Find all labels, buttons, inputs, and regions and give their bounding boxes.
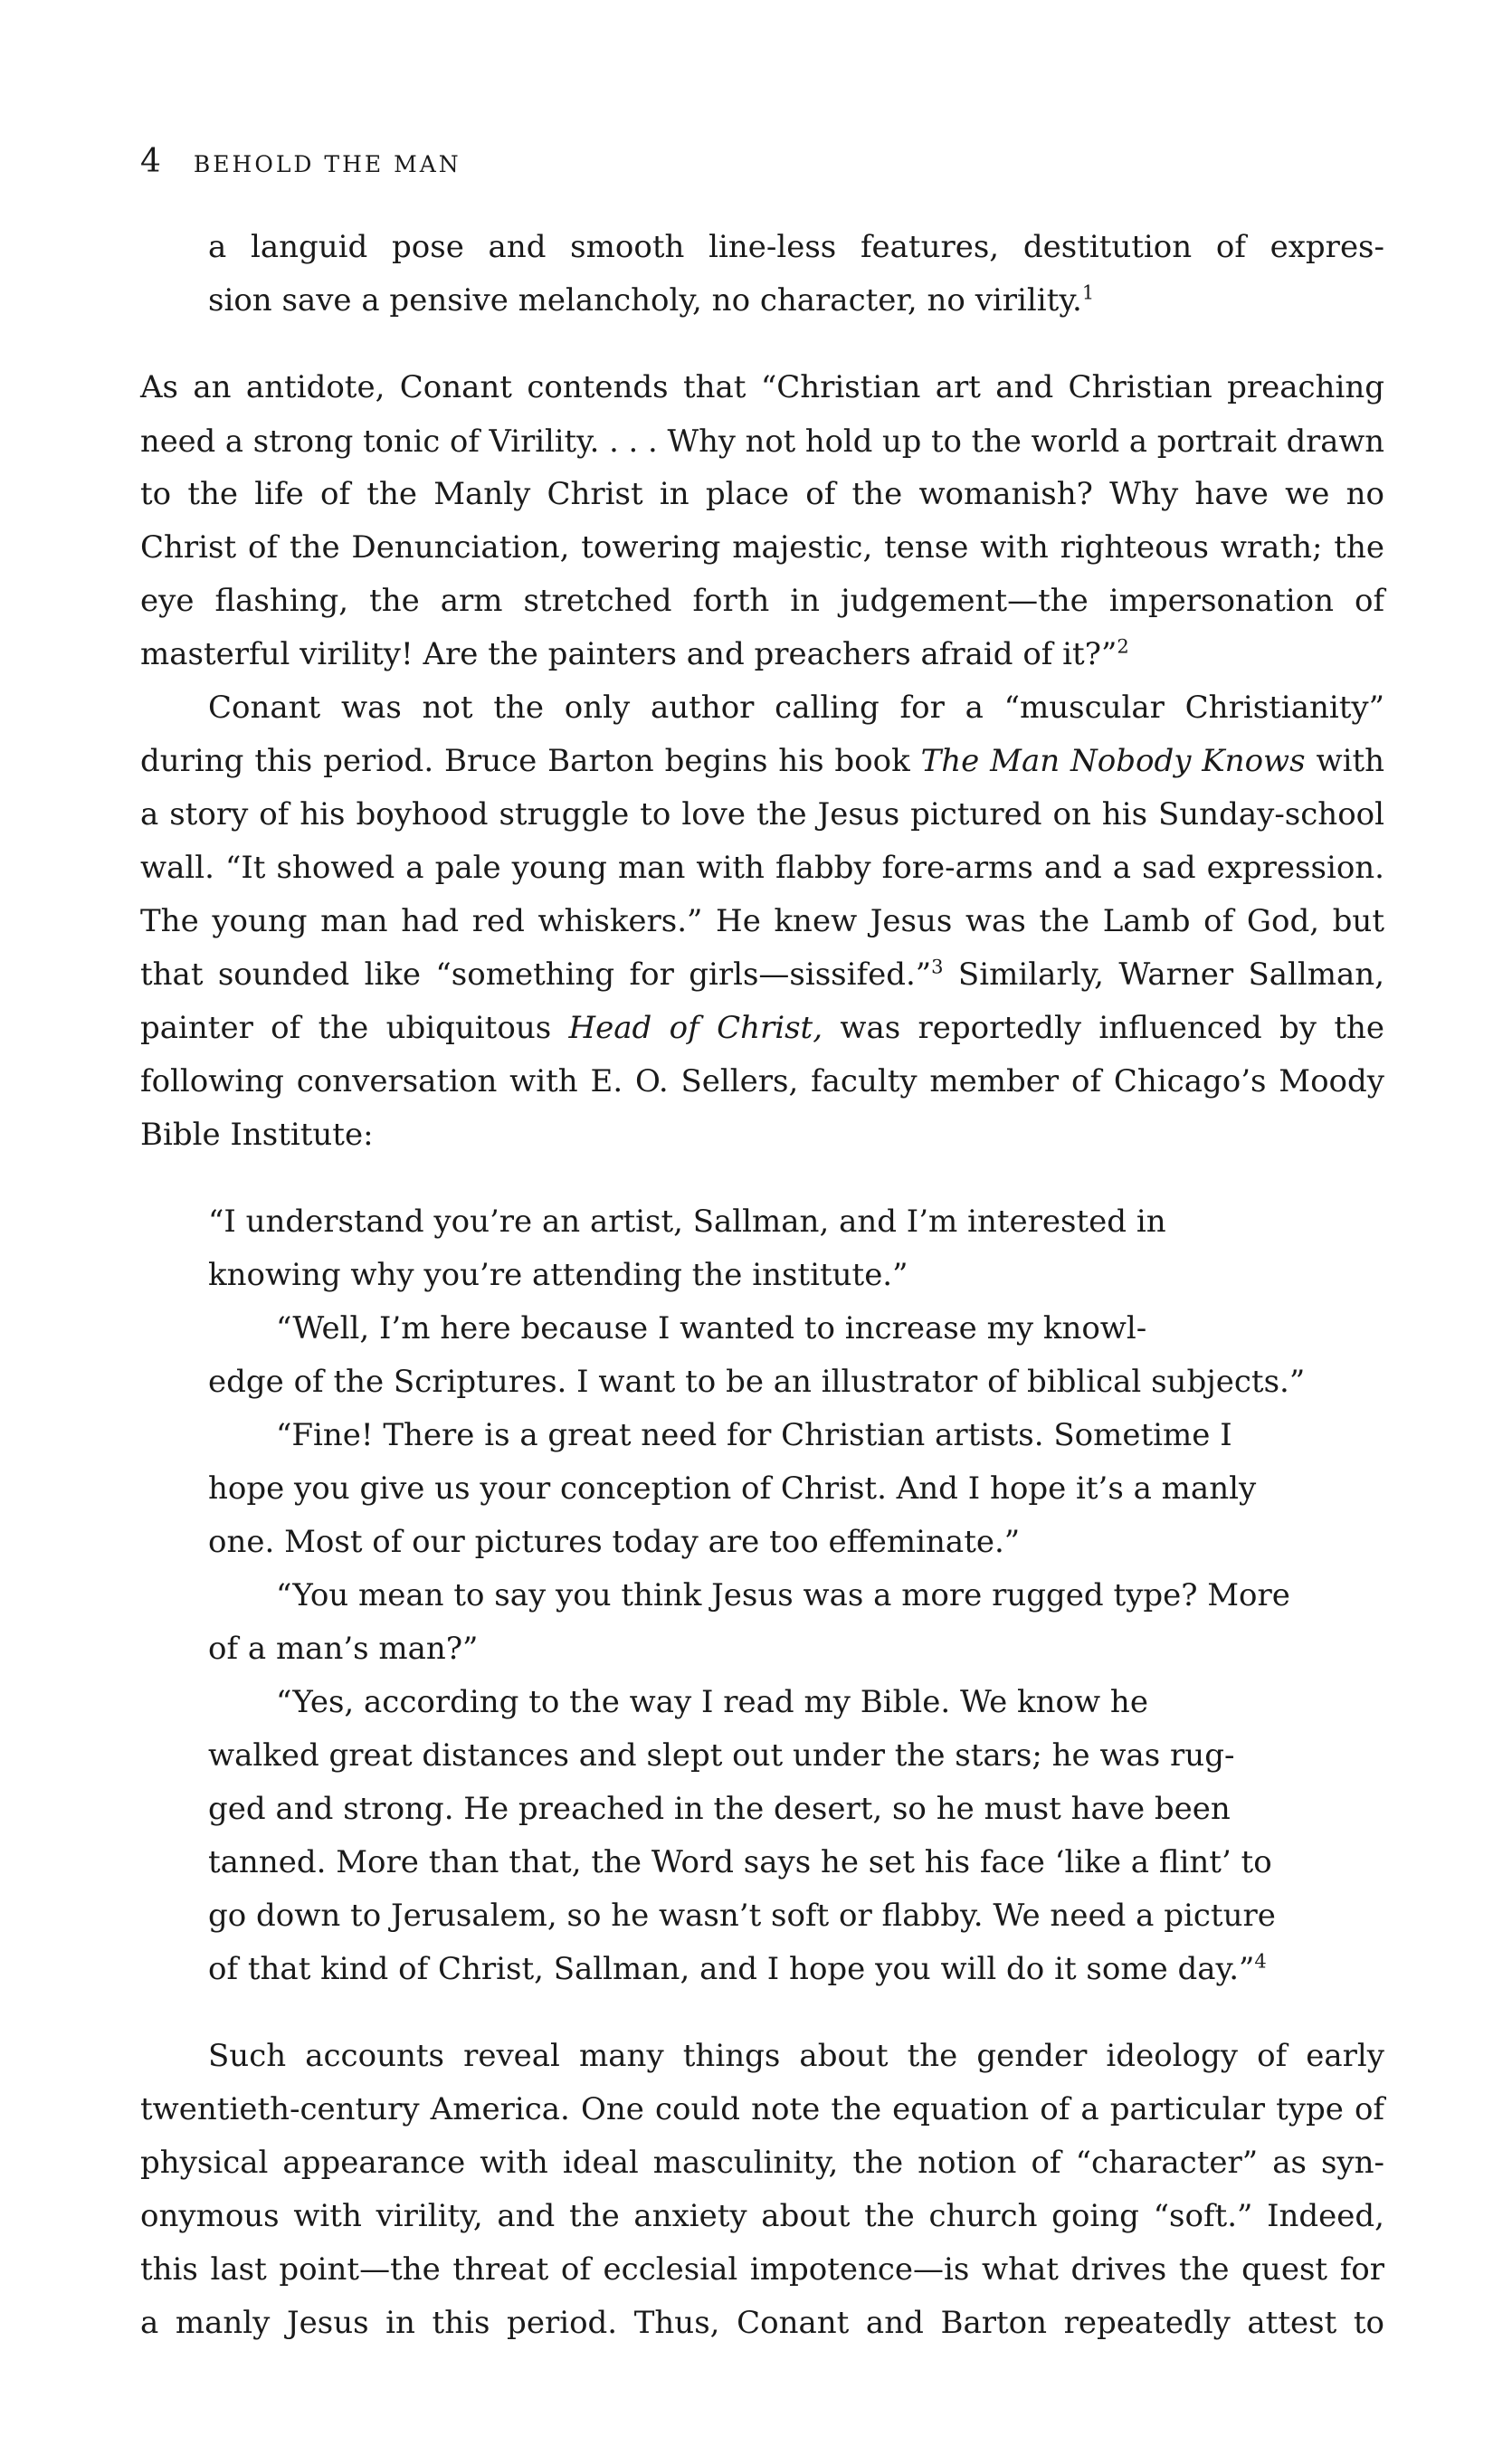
text-segment: that sounded like “something for girls—sissifed.”: [140, 956, 932, 993]
book-title: The Man Nobody Knows: [920, 743, 1306, 779]
page-number: 4: [140, 143, 161, 180]
text-line: this last point—the threat of ecclesial impotence—is what drives the quest for: [140, 2251, 1384, 2288]
text-segment: masterful virility! Are the painters and preachers afraid of it?”: [140, 636, 1117, 672]
text-line: “I understand you’re an artist, Sallman, and I’m interested in: [208, 1204, 1166, 1240]
text-line: tanned. More than that, the Word says he set his face ‘like a flint’ to: [208, 1844, 1272, 1880]
running-title: BEHOLD THE MAN: [193, 151, 461, 177]
text-line: one. Most of our pictures today are too effeminate.”: [208, 1524, 1021, 1560]
text-line: go down to Jerusalem, so he wasn’t soft or flabby. We need a picture: [208, 1898, 1276, 1934]
body-text: [140, 221, 1384, 2350]
text-line: ged and strong. He preached in the desert, so he must have been: [208, 1791, 1231, 1827]
text-line: “Yes, according to the way I read my Bible. We know he: [276, 1684, 1148, 1720]
text-line: knowing why you’re attending the institute.”: [208, 1257, 908, 1293]
text-line: eye flashing, the arm stretched forth in judgement—the impersonation of: [140, 583, 1385, 619]
text-line: Bible Institute:: [140, 1117, 374, 1153]
footnote-marker: 1: [1081, 281, 1095, 304]
text-segment: during this period. Bruce Barton begins his book: [140, 743, 921, 779]
text-segment: with: [1305, 743, 1385, 779]
text-line: following conversation with E. O. Sellers, faculty member of Chicago’s Moody: [140, 1063, 1384, 1099]
text-line: “Well, I’m here because I wanted to increase my knowl-: [276, 1310, 1147, 1346]
text-line: walked great distances and slept out under the stars; he was rug-: [208, 1737, 1235, 1774]
artwork-title: Head of Christ,: [568, 1010, 823, 1046]
text-line: [140, 735, 1384, 788]
text-line: “You mean to say you think Jesus was a more rugged type? More: [276, 1577, 1290, 1613]
text-line: need a strong tonic of Virility. . . . Why not hold up to the world a portrait drawn: [140, 423, 1384, 459]
text-line: a languid pose and smooth line-less features, destitution of expres-: [208, 229, 1384, 265]
text-line: [140, 948, 1384, 1002]
text-line: [140, 1002, 1384, 1055]
text-line: hope you give us your conception of Christ. And I hope it’s a manly: [208, 1470, 1257, 1507]
text-segment: painter of the ubiquitous: [140, 1010, 569, 1046]
text-line: Christ of the Denunciation, towering majestic, tense with righteous wrath; the: [140, 529, 1384, 566]
text-line: “Fine! There is a great need for Christian artists. Sometime I: [276, 1417, 1232, 1453]
text-line: a manly Jesus in this period. Thus, Conant and Barton repeatedly attest to: [140, 2305, 1384, 2341]
running-head: [140, 143, 461, 179]
text-line: wall. “It showed a pale young man with flabby fore-arms and a sad expression.: [140, 850, 1384, 886]
spacer: [140, 328, 1384, 361]
text-line: [208, 1943, 1384, 1996]
text-line: [140, 628, 1384, 681]
text-line: edge of the Scriptures. I want to be an illustrator of biblical subjects.”: [208, 1364, 1306, 1400]
text-line: Conant was not the only author calling for a “muscular Christianity”: [208, 690, 1384, 726]
block-quote-1: [140, 221, 1384, 328]
text-line: onymous with virility, and the anxiety about the church going “soft.” Indeed,: [140, 2198, 1384, 2234]
text-line: a story of his boyhood struggle to love the Jesus pictured on his Sunday-school: [140, 796, 1385, 833]
paragraph-1: [140, 361, 1384, 681]
text-segment: Similarly, Warner Sallman,: [943, 956, 1384, 993]
text-line: of a man’s man?”: [208, 1631, 479, 1667]
text-line: As an antidote, Conant contends that “Christian art and Christian preaching: [140, 369, 1384, 405]
text-line: physical appearance with ideal masculinity, the notion of “character” as syn-: [140, 2145, 1384, 2181]
paragraph-3: [140, 2030, 1384, 2350]
spacer: [140, 1996, 1384, 2030]
text-line: to the life of the Manly Christ in place of the womanish? Why have we no: [140, 476, 1384, 512]
footnote-marker: 2: [1117, 635, 1129, 658]
text-segment: was reportedly influenced by the: [823, 1010, 1385, 1046]
text-line: [208, 274, 1384, 328]
spacer: [140, 1162, 1384, 1195]
footnote-marker: 4: [1254, 1950, 1267, 1973]
block-quote-2: [140, 1195, 1384, 1996]
text-segment: of that kind of Christ, Sallman, and I hope you will do it some day.”: [208, 1951, 1255, 1987]
footnote-marker: 3: [931, 956, 944, 978]
paragraph-2: [140, 681, 1384, 1162]
text-line: The young man had red whiskers.” He knew Jesus was the Lamb of God, but: [140, 903, 1384, 939]
text-line: twentieth-century America. One could note the equation of a particular type of: [140, 2091, 1384, 2127]
text-segment: sion save a pensive melancholy, no character, no virility.: [208, 282, 1082, 319]
text-line: Such accounts reveal many things about the gender ideology of early: [208, 2038, 1384, 2074]
